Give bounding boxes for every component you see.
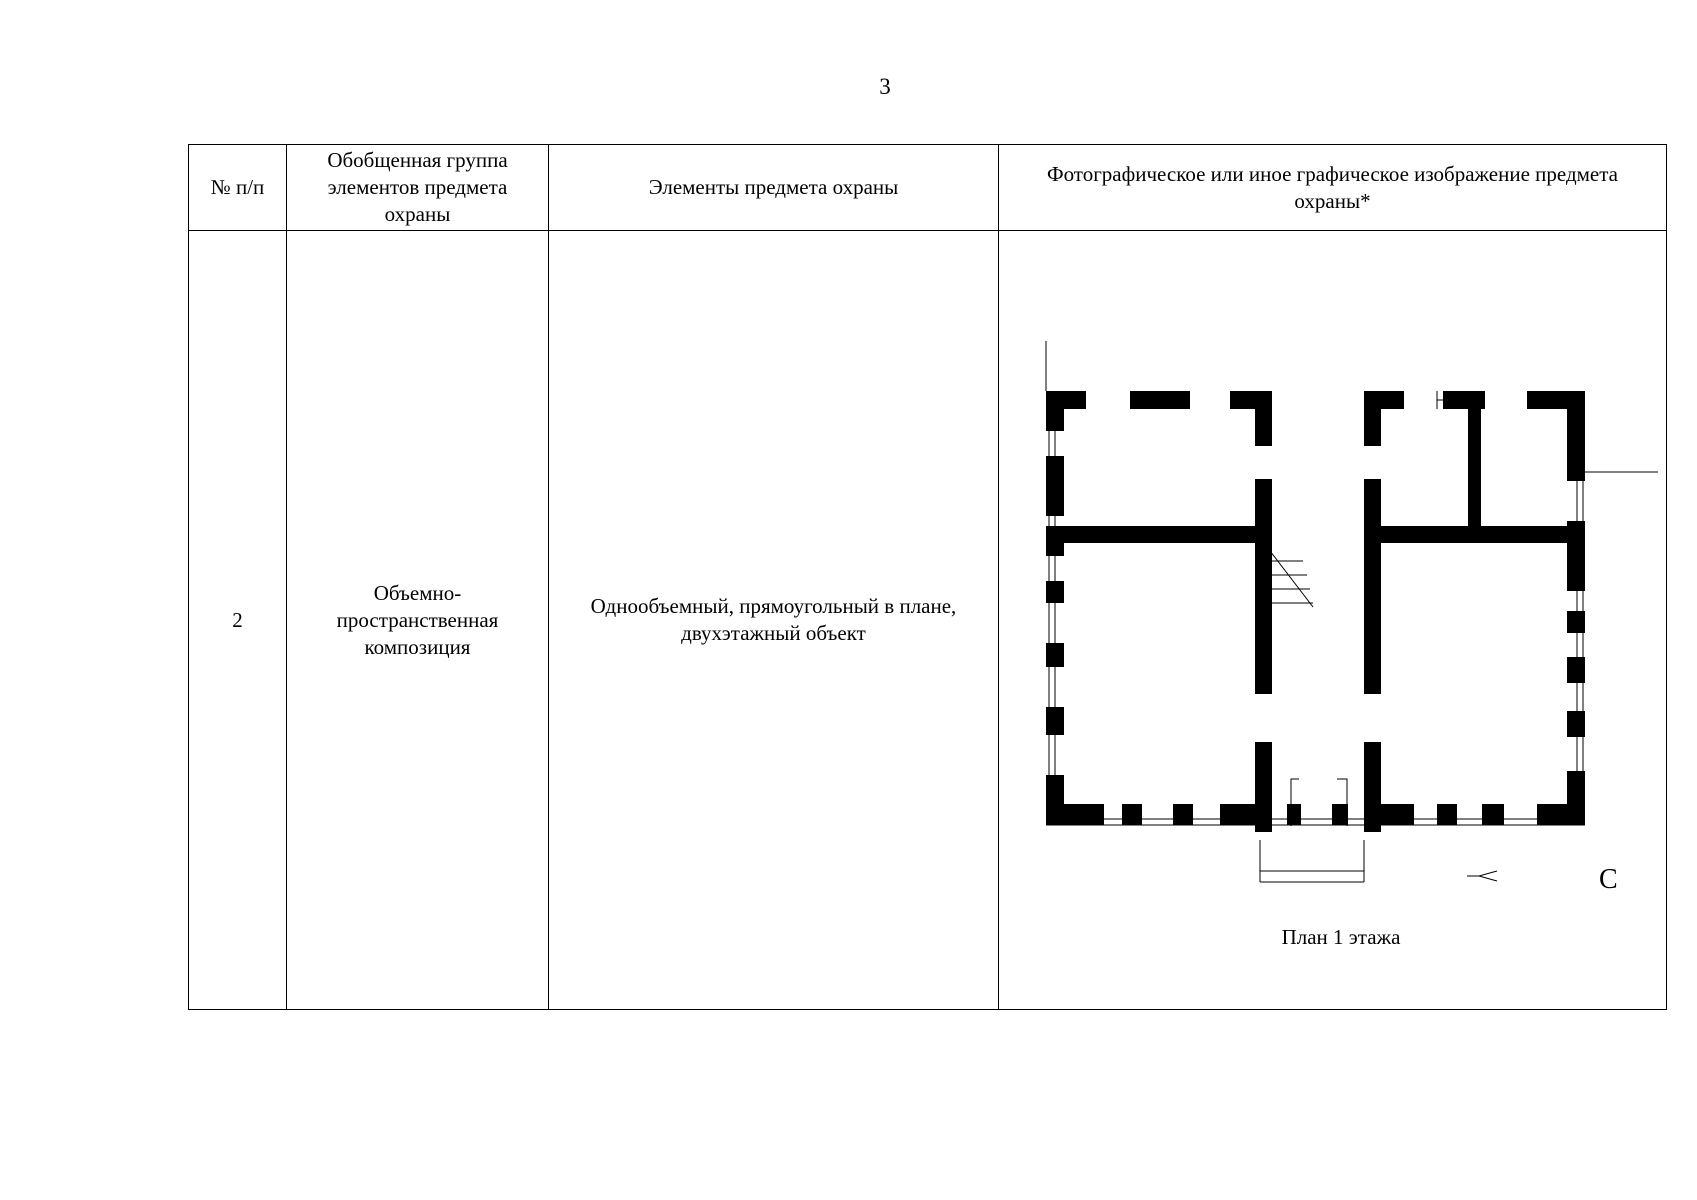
- protection-subject-table: [188, 144, 1667, 1010]
- page-number: 3: [879, 74, 891, 99]
- table-header-row: [189, 145, 1667, 231]
- header-elements: Элементы предмета охраны: [549, 145, 999, 231]
- north-direction-label: С: [1599, 864, 1618, 895]
- cell-number: 2: [189, 231, 287, 1010]
- header-number: № п/п: [189, 145, 287, 231]
- cell-elements: [549, 231, 999, 1010]
- header-image: Фотографическое или иное графическое изображение предмета охраны*: [999, 145, 1667, 231]
- floor-plan: [1007, 231, 1675, 1009]
- cell-group: Объемно-пространственная композиция: [287, 231, 549, 1010]
- floor-plan-caption: План 1 этажа: [1281, 925, 1401, 949]
- table-row: [189, 231, 1667, 1010]
- cell-image: [999, 231, 1667, 1010]
- header-group: Обобщенная группа элементов предмета охраны: [287, 145, 549, 231]
- cell-elements-text: Однообъемный, прямоугольный в плане, двухэтажный объект: [590, 594, 957, 645]
- floor-plan-drawing-icon: [1007, 231, 1675, 1009]
